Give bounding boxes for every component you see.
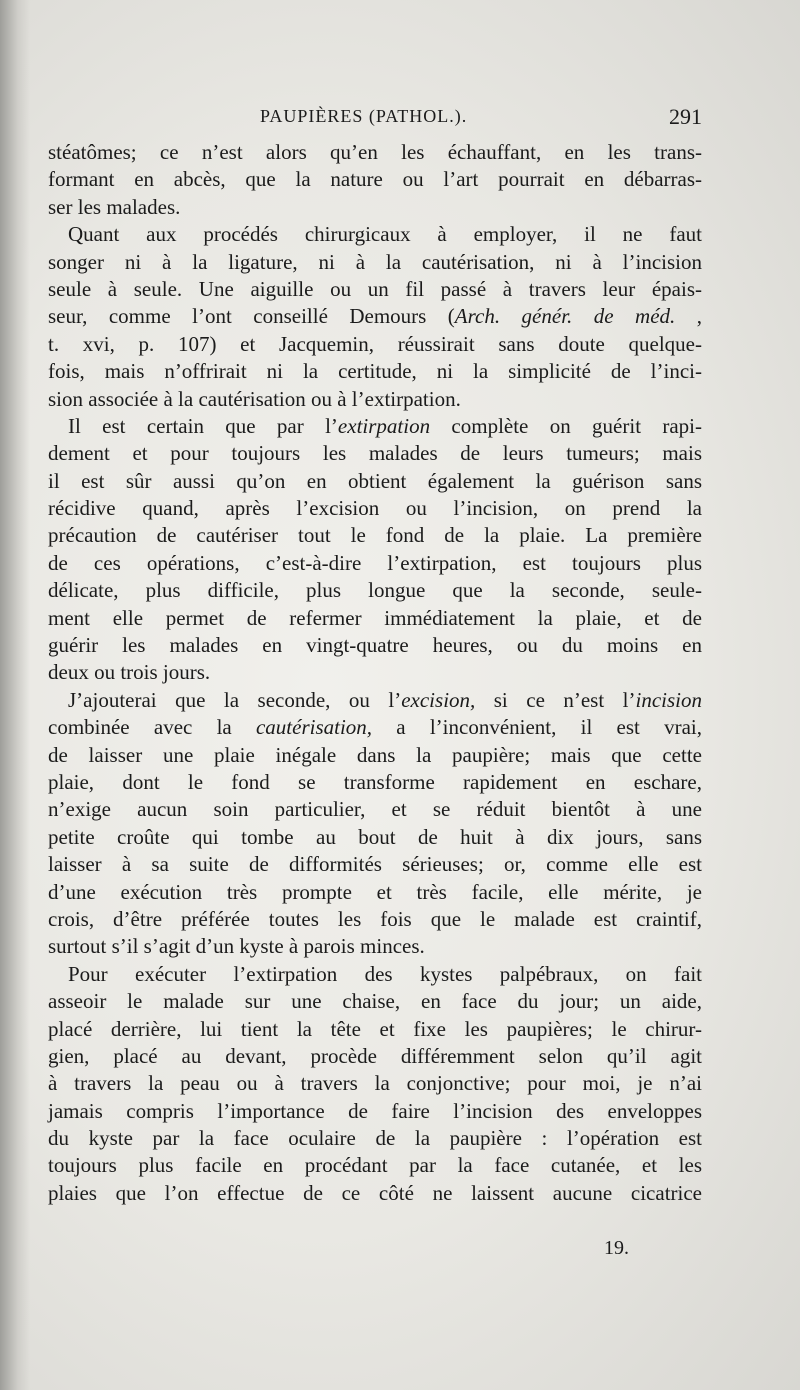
text-line: seule à seule. Une aiguille ou un fil passé à travers leur épais- (48, 276, 702, 301)
text-line: formant en abcès, que la nature ou l’art pourrait en débarras- (48, 167, 702, 192)
text-line: récidive quand, après l’excision ou l’incision, on prend la (48, 496, 702, 521)
text-line: précaution de cautériser tout le fond de la plaie. La première (48, 523, 702, 548)
text-line: stéatômes; ce n’est alors qu’en les échauffant, en les trans- (48, 140, 702, 164)
text-line: à travers la peau ou à travers la conjonctive; pour moi, je n’ai (48, 1071, 702, 1096)
text-line: placé derrière, lui tient la tête et fixe les paupières; le chirur- (48, 1016, 702, 1041)
text-span: si ce n’est l’ (475, 687, 636, 712)
term-italic: extirpation (337, 413, 431, 438)
text-line: plaie, dont le fond se transforme rapidement en eschare, (48, 769, 702, 794)
text-line: d’une exécution très prompte et très facile, elle mérite, je (48, 879, 702, 904)
text-line: Quant aux procédés chirurgicaux à employer, il ne faut (68, 222, 702, 247)
text-line: délicate, plus difficile, plus longue que la seconde, seule- (48, 578, 702, 603)
term-italic: incision (635, 687, 702, 712)
text-span: seur, comme l’ont conseillé Demours ( (48, 304, 455, 329)
text-line: petite croûte qui tombe au bout de huit à dix jours, sans (48, 824, 702, 849)
running-title: PAUPIÈRES (PATHOL.). (260, 106, 468, 126)
text-line: il est sûr aussi qu’on en obtient également la guérison sans (48, 468, 702, 493)
text-line: gien, placé au devant, procède différemment selon qu’il agit (48, 1043, 702, 1068)
text-line: toujours plus facile en procédant par la face cutanée, et les (48, 1153, 702, 1178)
citation-italic: Arch. génér. de méd. (454, 304, 676, 329)
text-span: , (675, 304, 702, 329)
text-line: laisser à sa suite de difformités sérieuses; or, comme elle est (48, 852, 702, 877)
page-number: 291 (669, 104, 702, 129)
text-line: n’exige aucun soin particulier, et se réduit bientôt à une (48, 797, 702, 822)
text-line: du kyste par la face oculaire de la paupière : l’opération est (48, 1126, 702, 1151)
text-line: jamais compris l’importance de faire l’incision des enveloppes (48, 1098, 702, 1123)
text-line: asseoir le malade sur une chaise, en face du jour; un aide, (48, 989, 702, 1014)
term-italic: excision, (401, 687, 476, 712)
text-line: de laisser une plaie inégale dans la paupière; mais que cette (48, 742, 702, 767)
text-line: ment elle permet de refermer immédiatement la plaie, et de (48, 605, 702, 630)
text-line (48, 714, 702, 741)
body-text (48, 139, 702, 1207)
term-italic: cautérisation, (255, 715, 373, 740)
text-line (48, 303, 702, 330)
running-head (48, 104, 702, 134)
text-line: songer ni à la ligature, ni à la cautérisation, ni à l’incision (48, 249, 702, 274)
text-line: ser les malades. (48, 194, 181, 219)
text-line: t. xvi, p. 107) et Jacquemin, réussirait sans doute quelque- (48, 331, 702, 356)
text-line: plaies que l’on effectue de ce côté ne laissent aucune cicatrice (48, 1180, 702, 1205)
text-line (48, 413, 702, 440)
text-line: guérir les malades en vingt-quatre heures, ou du moins en (48, 633, 702, 658)
text-line: surtout s’il s’agit d’un kyste à parois minces. (48, 934, 425, 959)
text-line: de ces opérations, c’est-à-dire l’extirpation, est toujours plus (48, 550, 702, 575)
text-line (48, 687, 702, 714)
text-line: Pour exécuter l’extirpation des kystes palpébraux, on fait (68, 961, 702, 986)
gutter-shadow (0, 0, 30, 1390)
text-span: J’ajouterai que la seconde, ou l’ (68, 687, 402, 712)
text-line: fois, mais n’offrirait ni la certitude, ni la simplicité de l’inci- (48, 359, 702, 384)
text-line: sion associée à la cautérisation ou à l’extirpation. (48, 386, 461, 411)
text-line: deux ou trois jours. (48, 660, 211, 685)
text-span: complète on guérit rapi- (430, 413, 703, 438)
text-span: Il est certain que par l’ (68, 413, 338, 438)
text-line: crois, d’être préférée toutes les fois que le malade est craintif, (48, 906, 702, 931)
signature-mark: 19. (604, 1237, 629, 1259)
text-span: combinée avec la (48, 715, 256, 740)
text-line: dement et pour toujours les malades de leurs tumeurs; mais (48, 441, 702, 466)
text-span: a l’inconvénient, il est vrai, (372, 715, 702, 740)
